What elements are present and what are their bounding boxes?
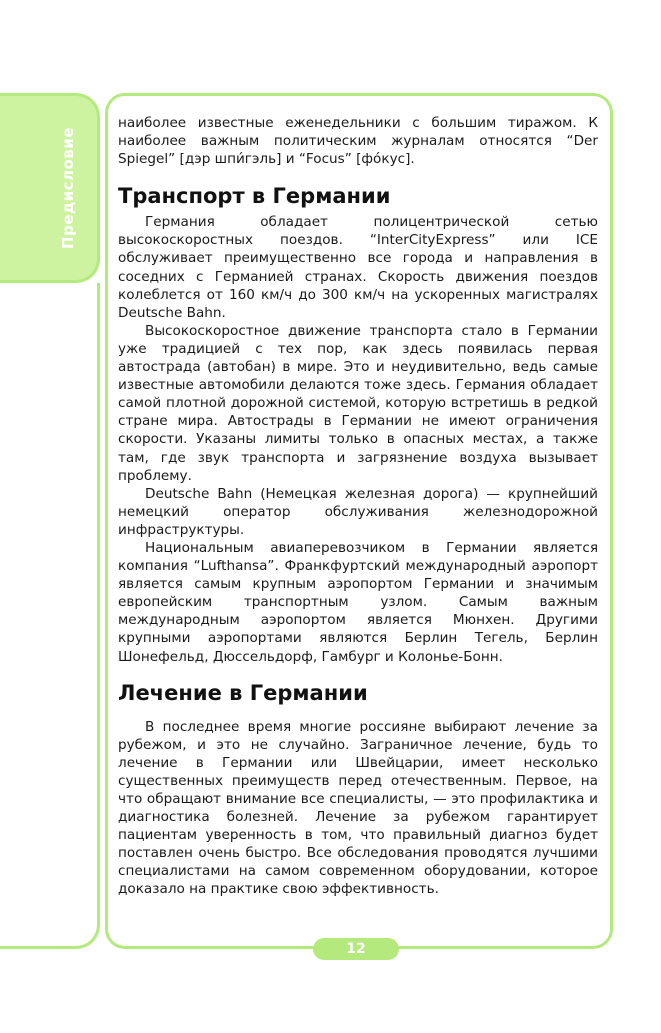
section-heading-health: Лечение в Германии bbox=[118, 680, 368, 705]
transport-paragraph: Национальным авиаперевозчиком в Германии является компания “Lufthansa”. Франкфуртский международный аэропорт является самым крупным аэропортом Германии и значимым европейским транспортным узлом. Самым важным международным аэропортом является Мюнхен. Другими крупными аэропортами являются Берлин Тегель, Берлин Шонефельд, Дюссельдорф, Гамбург и Колонье-Бонн. bbox=[118, 539, 598, 665]
page-content bbox=[118, 114, 598, 899]
section-heading-transport: Транспорт в Германии bbox=[118, 184, 391, 209]
sidebar-strip bbox=[0, 283, 100, 949]
sidebar-tab-label: Предисловие bbox=[59, 127, 77, 249]
intro-paragraph: наиболее известные еженедельники с большим тиражом. К наиболее важным политическим журналам относятся “Der Spiegel” [дэр шпи́гэль] и “Focus” [фо́кус]. bbox=[118, 115, 598, 168]
transport-paragraph: Германия обладает полицентрической сетью высокоскоростных поездов. “InterCityExpress” или ICE обслуживает преимущественно все города и направления в соседних с Германией странах. Скорость движения поездов колеблется от 160 км/ч до 300 км/ч на ускоренных магистралях Deutsche Bahn. bbox=[118, 214, 598, 321]
transport-paragraph: Deutsche Bahn (Немецкая железная дорога) — крупнейший немецкий оператор обслуживания железнодорожной инфраструктуры. bbox=[118, 485, 598, 538]
page-number: 12 bbox=[313, 938, 399, 960]
health-paragraph: В последнее время многие россияне выбирают лечение за рубежом, и это не случайно. Заграничное лечение, будь то лечение в Германии или Швейцарии, имеет несколько существенных преимуществ перед отечественным. Первое, на что обращают внимание все специалисты, — это профилактика и диагностика болезней. Лечение за рубежом гарантирует пациентам уверенность в том, что правильный диагноз будет поставлен очень быстро. Все обследования проводятся лучшими специалистами на самом современном оборудовании, которое доказало на практике свою эффективность. bbox=[118, 718, 598, 898]
transport-paragraph: Высокоскоростное движение транспорта стало в Германии уже традицией с тех пор, как здесь появилась первая автострада (автобан) в мире. Это и неудивительно, ведь самые известные автомобили делаются тоже здесь. Германия обладает самой плотной дорожной системой, которую встретишь в редкой стране мира. Автострады в Германии не имеют ограничения скорости. Указаны лимиты только в опасных местах, а также там, где звук транспорта и загрязнение воздуха вызывает проблему. bbox=[118, 322, 598, 484]
sidebar-tab bbox=[0, 93, 100, 283]
